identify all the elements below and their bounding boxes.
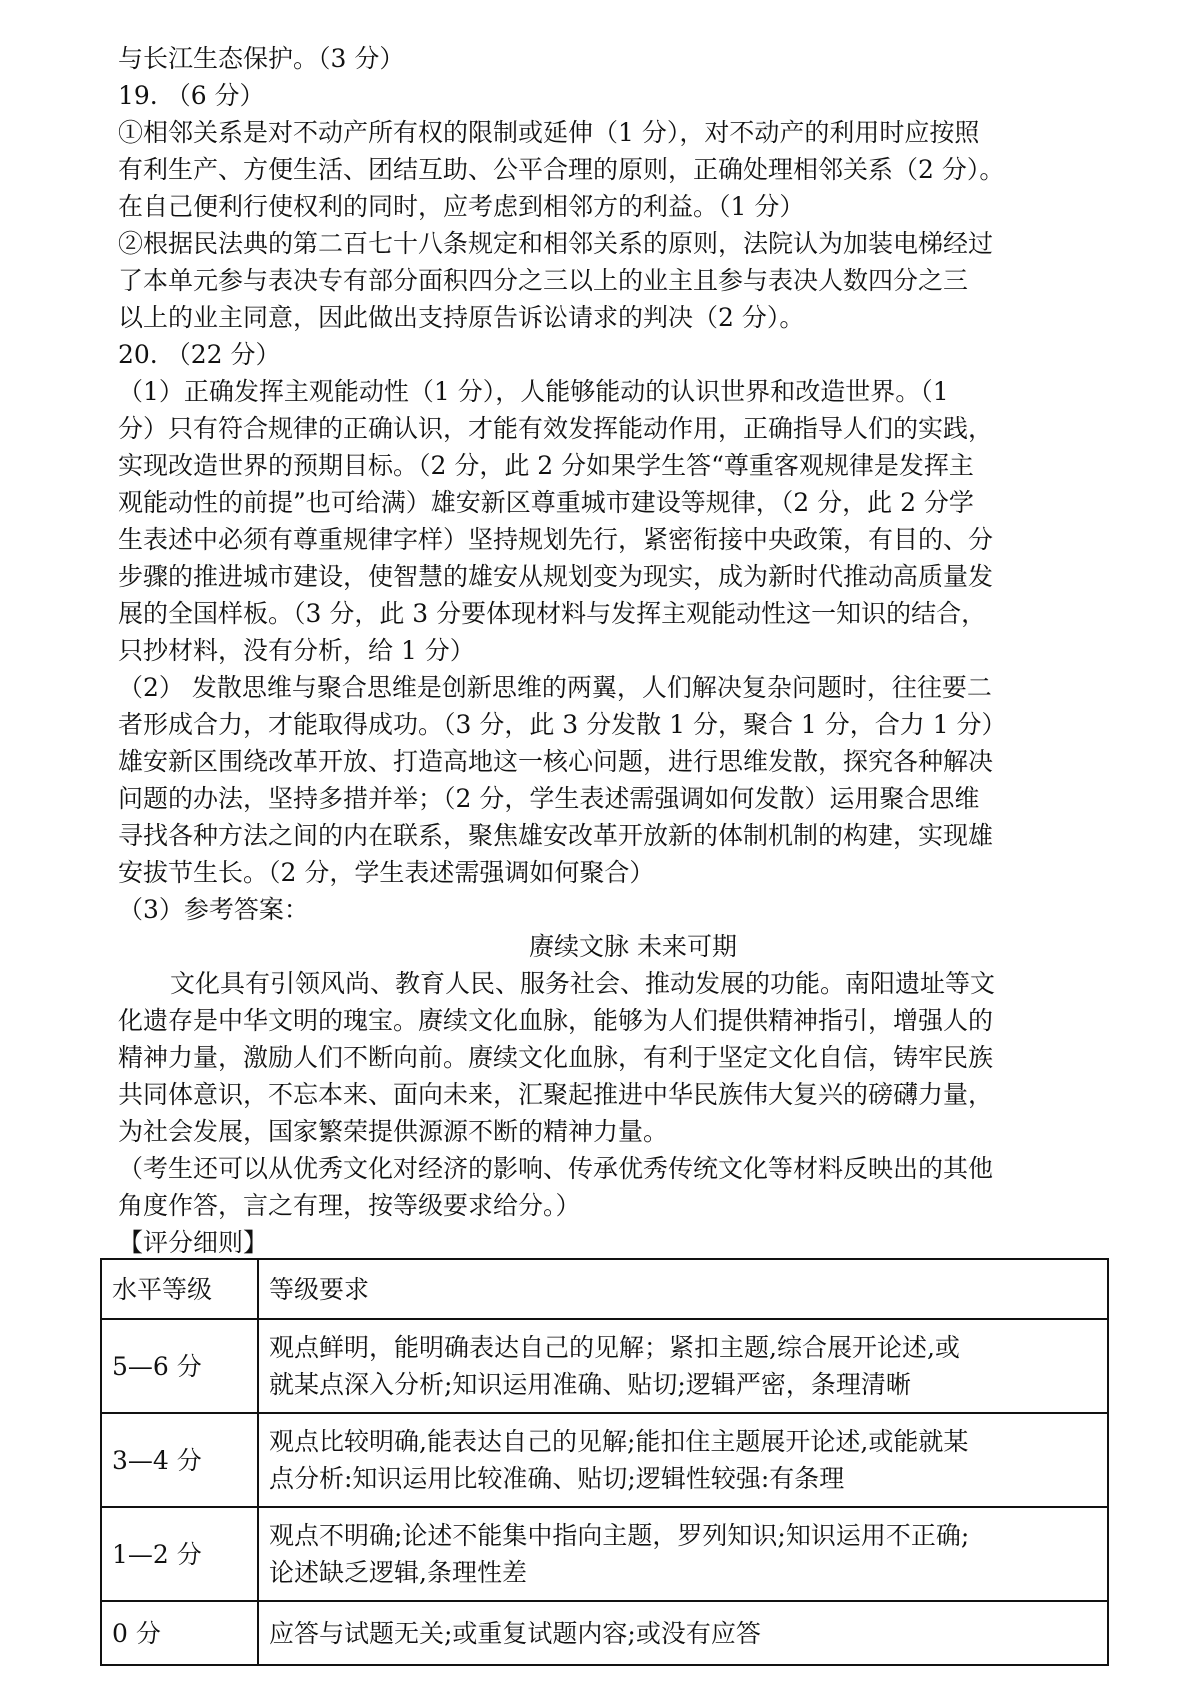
level-cell: 0 分 xyxy=(101,1601,258,1665)
text-line: 安拔节生长。（2 分，学生表述需强调如何聚合） xyxy=(118,858,655,887)
answer-key-document xyxy=(118,40,1098,1261)
text-line: 只抄材料，没有分析，给 1 分） xyxy=(118,636,475,665)
requirement-line: 论述缺乏逻辑,条理性差 xyxy=(269,1558,527,1587)
text-line: 在自己便利行使权利的同时，应考虑到相邻方的利益。（1 分） xyxy=(118,192,805,221)
text-line: 有利生产、方便生活、团结互助、公平合理的原则，正确处理相邻关系（2 分）。 xyxy=(118,155,1005,184)
requirement-line: 就某点深入分析;知识运用准确、贴切;逻辑严密，条理清晰 xyxy=(269,1370,911,1399)
header-level: 水平等级 xyxy=(101,1259,258,1319)
text-line: 与长江生态保护。（3 分） xyxy=(118,44,405,73)
text-line: （2） 发散思维与聚合思维是创新思维的两翼，人们解决复杂问题时，往往要二 xyxy=(118,673,992,702)
text-line: 观能动性的前提”也可给满）雄安新区尊重城市建设等规律，（2 分，此 2 分学 xyxy=(118,488,974,517)
requirement-line: 点分析:知识运用比较准确、贴切;逻辑性较强:有条理 xyxy=(269,1464,845,1493)
question-19-header: 19. （6 分） xyxy=(118,81,265,110)
text-line: ②根据民法典的第二百七十八条规定和相邻关系的原则，法院认为加装电梯经过 xyxy=(118,229,994,258)
requirement-line: 应答与试题无关;或重复试题内容;或没有应答 xyxy=(269,1618,761,1648)
text-line: （3）参考答案： xyxy=(118,895,309,924)
text-line: 者形成合力，才能取得成功。（3 分，此 3 分发散 1 分，聚合 1 分，合力 1 分） xyxy=(118,710,1007,739)
question-20-header: 20. （22 分） xyxy=(118,340,281,369)
requirement-line: 观点鲜明，能明确表达自己的见解；紧扣主题,综合展开论述,或 xyxy=(269,1333,960,1362)
level-cell: 1—2 分 xyxy=(101,1507,258,1601)
table-header-row xyxy=(101,1259,1108,1319)
table-row xyxy=(101,1319,1108,1413)
scoring-rules-heading: 【评分细则】 xyxy=(118,1228,269,1257)
level-cell: 5—6 分 xyxy=(101,1319,258,1413)
table-row xyxy=(101,1507,1108,1601)
text-line: ①相邻关系是对不动产所有权的限制或延伸（1 分），对不动产的利用时应按照 xyxy=(118,118,980,147)
requirement-line: 观点不明确;论述不能集中指向主题，罗列知识;知识运用不正确; xyxy=(269,1521,970,1550)
text-line: 以上的业主同意，因此做出支持原告诉讼请求的判决（2 分）。 xyxy=(118,303,805,332)
essay-line: 精神力量，激励人们不断向前。赓续文化血脉，有利于坚定文化自信，铸牢民族 xyxy=(118,1043,994,1072)
text-line: 实现改造世界的预期目标。（2 分，此 2 分如果学生答“尊重客观规律是发挥主 xyxy=(118,451,974,480)
grading-table xyxy=(100,1258,1109,1666)
requirement-cell xyxy=(258,1507,1108,1601)
text-line: 分）只有符合规律的正确认识，才能有效发挥能动作用，正确指导人们的实践， xyxy=(118,414,994,443)
text-line: 了本单元参与表决专有部分面积四分之三以上的业主且参与表决人数四分之三 xyxy=(118,266,969,295)
requirement-cell xyxy=(258,1319,1108,1413)
header-requirement: 等级要求 xyxy=(258,1259,1108,1319)
text-line: 雄安新区围绕改革开放、打造高地这一核心问题，进行思维发散，探究各种解决 xyxy=(118,747,994,776)
essay-line: 共同体意识，不忘本来、面向未来，汇聚起推进中华民族伟大复兴的磅礴力量， xyxy=(118,1080,994,1109)
text-line: 展的全国样板。（3 分，此 3 分要体现材料与发挥主观能动性这一知识的结合， xyxy=(118,599,987,628)
level-cell: 3—4 分 xyxy=(101,1413,258,1507)
essay-line: 为社会发展，国家繁荣提供源源不断的精神力量。 xyxy=(118,1117,669,1146)
text-line: 问题的办法，坚持多措并举；（2 分，学生表述需强调如何发散）运用聚合思维 xyxy=(118,784,980,813)
requirement-line: 观点比较明确,能表达自己的见解;能扣住主题展开论述,或能就某 xyxy=(269,1427,969,1456)
text-line: （1）正确发挥主观能动性（1 分），人能够能动的认识世界和改造世界。（1 xyxy=(118,377,949,406)
requirement-cell xyxy=(258,1413,1108,1507)
essay-note: （考生还可以从优秀文化对经济的影响、传承优秀传统文化等材料反映出的其他 xyxy=(118,1154,994,1183)
text-line: 生表述中必须有尊重规律字样）坚持规划先行，紧密衔接中央政策，有目的、分 xyxy=(118,525,994,554)
essay-line: 化遗存是中华文明的瑰宝。赓续文化血脉，能够为人们提供精神指引，增强人的 xyxy=(118,1006,994,1035)
text-line: 寻找各种方法之间的内在联系，聚焦雄安改革开放新的体制机制的构建，实现雄 xyxy=(118,821,994,850)
text-line: 步骤的推进城市建设，使智慧的雄安从规划变为现实，成为新时代推动高质量发 xyxy=(118,562,994,591)
essay-title: 赓续文脉 未来可期 xyxy=(529,932,737,961)
essay-note: 角度作答，言之有理，按等级要求给分。） xyxy=(118,1191,581,1220)
requirement-cell xyxy=(258,1601,1108,1665)
essay-line: 文化具有引领风尚、教育人民、服务社会、推动发展的功能。南阳遗址等文 xyxy=(170,969,996,998)
table-row xyxy=(101,1601,1108,1665)
table-row xyxy=(101,1413,1108,1507)
